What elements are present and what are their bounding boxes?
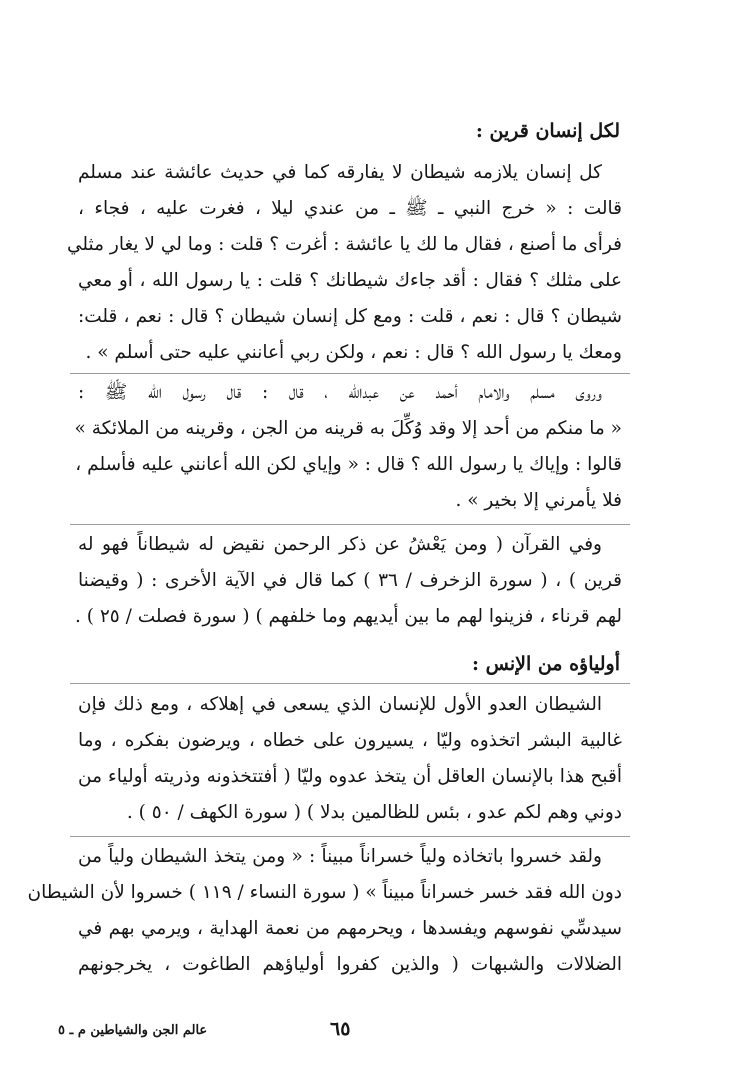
section-heading-companion: لكل إنسان قرين : xyxy=(475,120,620,142)
text-line: دوني وهم لكم عدو ، بئس للظالمين بدلا ) ( سورة الكهف / ٥٠ ) . xyxy=(126,802,622,823)
text-line: غالبية البشر اتخذوه وليّا ، يسيرون على خطاه ، ويرضون بفكره ، وما xyxy=(78,730,622,751)
text-line: فلا يأمرني إلا بخير » . xyxy=(455,490,622,511)
text-line: شيطان ؟ قال : نعم ، قلت : ومع كل إنسان شيطان ؟ قال : نعم ، قلت: xyxy=(78,306,622,327)
section-divider xyxy=(70,524,630,525)
text-line: دون الله فقد خسر خسراناً مبيناً » ( سورة النساء / ١١٩ ) خسروا لأن الشيطان xyxy=(27,882,622,903)
text-line: وروى مسلم والامام أحمد عن عبدالله ، قال : قال رسول الله ﷺ : xyxy=(78,382,602,403)
text-line: قرين ) ، ( سورة الزخرف / ٣٦ ) كما قال في الآية الأخرى : ( وقيضنا xyxy=(78,570,622,591)
text-line: وفي القرآن ( ومن يَعْشُ عن ذكر الرحمن نقيض له شيطاناً فهو له xyxy=(78,534,602,555)
text-line: الضلالات والشبهات ( والذين كفروا أولياؤهم الطاغوت ، يخرجونهم xyxy=(78,954,622,975)
section-divider xyxy=(70,373,630,374)
section-heading-allies: أولياؤه من الإنس : xyxy=(471,653,620,675)
text-line: قالت : « خرج النبي ـ ﷺ ـ من عندي ليلا ، فغرت عليه ، فجاء ، xyxy=(78,198,622,219)
text-line: على مثلك ؟ فقال : أقد جاءك شيطانك ؟ قلت : يا رسول الله ، أو معي xyxy=(78,270,622,291)
text-line: فرأى ما أصنع ، فقال ما لك يا عائشة : أغرت ؟ قلت : وما لي لا يغار مثلي xyxy=(66,234,622,255)
text-line: ومعك يا رسول الله ؟ قال : نعم ، ولكن ربي أعانني عليه حتى أسلم » . xyxy=(85,342,622,363)
text-line: سيدسِّي نفوسهم ويفسدها ، ويحرمهم من نعمة الهداية ، ويرمي بهم في xyxy=(78,918,622,939)
text-line: الشيطان العدو الأول للإنسان الذي يسعى في إهلاكه ، ومع ذلك فإن xyxy=(78,694,602,715)
text-line: أقبح هذا بالإنسان العاقل أن يتخذ عدوه وليّا ( أفتتخذونه وذريته أولياء من xyxy=(78,766,622,787)
page-number: ٦٥ xyxy=(330,1018,351,1040)
text-line: « ما منكم من أحد إلا وقد وُكِّلَ به قرينه من الجن ، وقرينه من الملائكة » xyxy=(74,418,622,439)
text-line: ولقد خسروا باتخاذه ولياً خسراناً مبيناً : « ومن يتخذ الشيطان ولياً من xyxy=(78,846,602,867)
text-line: كل إنسان يلازمه شيطان لا يفارقه كما في حديث عائشة عند مسلم xyxy=(78,162,602,183)
section-divider xyxy=(70,683,630,684)
section-divider xyxy=(70,836,630,837)
text-line: لهم قرناء ، فزينوا لهم ما بين أيديهم وما خلفهم ) ( سورة فصلت / ٢٥ ) . xyxy=(75,606,622,627)
footer-book-title: عالم الجن والشياطين م ـ ٥ xyxy=(58,1023,208,1038)
text-line: قالوا : وإياك يا رسول الله ؟ قال : « وإياي لكن الله أعانني عليه فأسلم ، xyxy=(75,454,622,475)
